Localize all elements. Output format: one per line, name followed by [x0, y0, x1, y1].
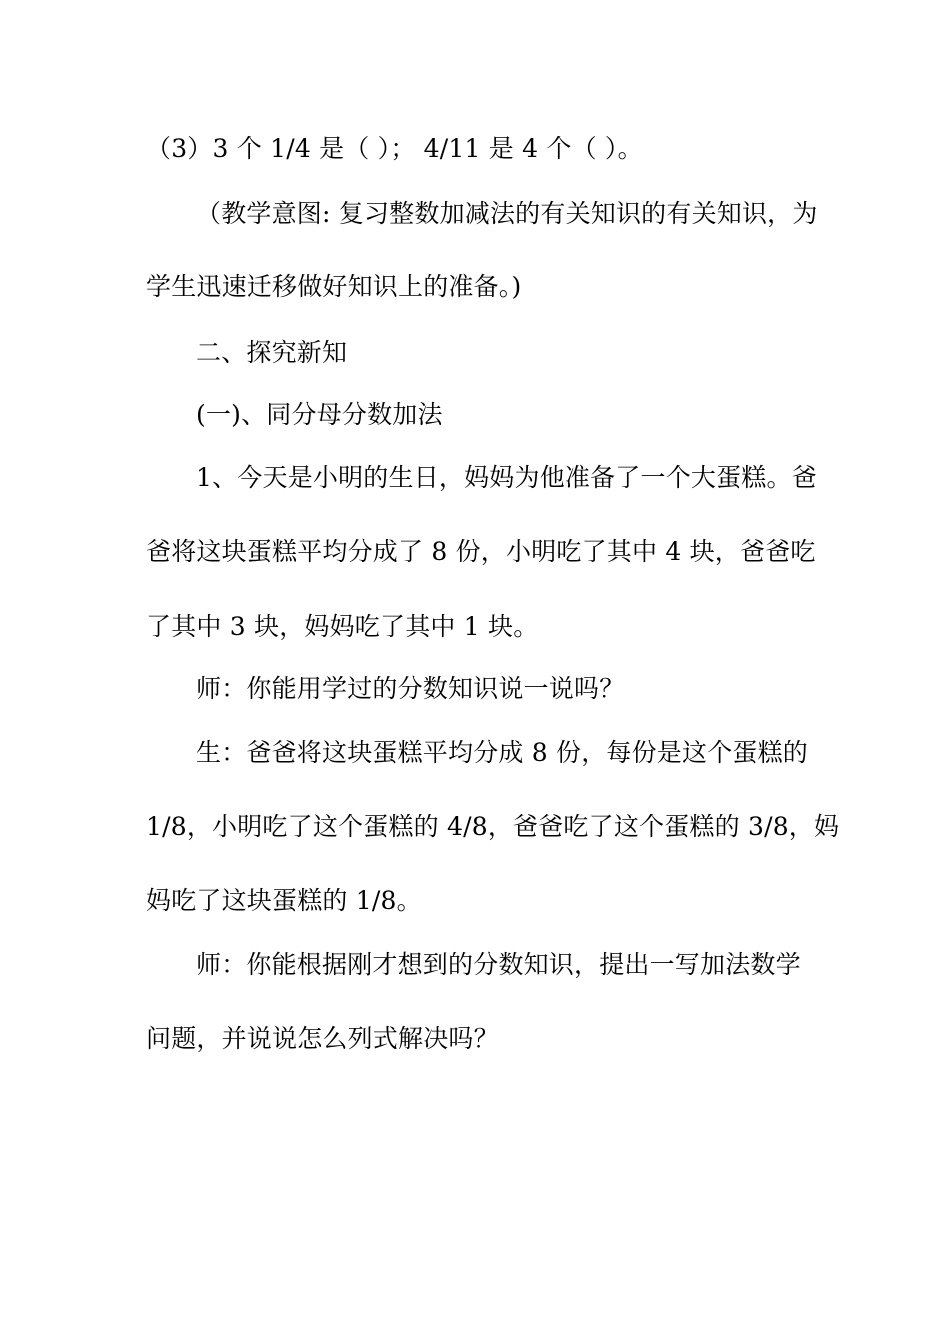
teacher-question-2-line-2: 问题，并说说怎么列式解决吗？	[146, 1024, 499, 1053]
student-answer-line-1: 生：爸爸将这块蛋糕平均分成 8 份，每份是这个蛋糕的	[196, 738, 809, 767]
subsection-heading-addition: (一)、同分母分数加法	[196, 400, 443, 429]
teaching-intent-line-1: （教学意图: 复习整数加减法的有关知识的有关知识，为	[196, 199, 818, 228]
teaching-intent-line-2: 学生迅速迁移做好知识上的准备。)	[146, 272, 522, 301]
story-line-3: 了其中 3 块，妈妈吃了其中 1 块。	[146, 612, 539, 641]
teacher-question-2-line-1: 师：你能根据刚才想到的分数知识，提出一写加法数学	[196, 950, 801, 979]
story-line-2: 爸将这块蛋糕平均分成了 8 份，小明吃了其中 4 块，爸爸吃	[146, 537, 816, 566]
teacher-question-1: 师：你能用学过的分数知识说一说吗？	[196, 674, 625, 703]
student-answer-line-3: 妈吃了这块蛋糕的 1/8。	[146, 886, 422, 915]
section-heading-explore: 二、探究新知	[196, 338, 348, 367]
exercise-line-3: （3）3 个 1/4 是（ ）； 4/11 是 4 个（ ）。	[146, 134, 643, 163]
story-line-1: 1、今天是小明的生日，妈妈为他准备了一个大蛋糕。爸	[196, 463, 817, 492]
student-answer-line-2: 1/8，小明吃了这个蛋糕的 4/8，爸爸吃了这个蛋糕的 3/8，妈	[146, 812, 840, 841]
